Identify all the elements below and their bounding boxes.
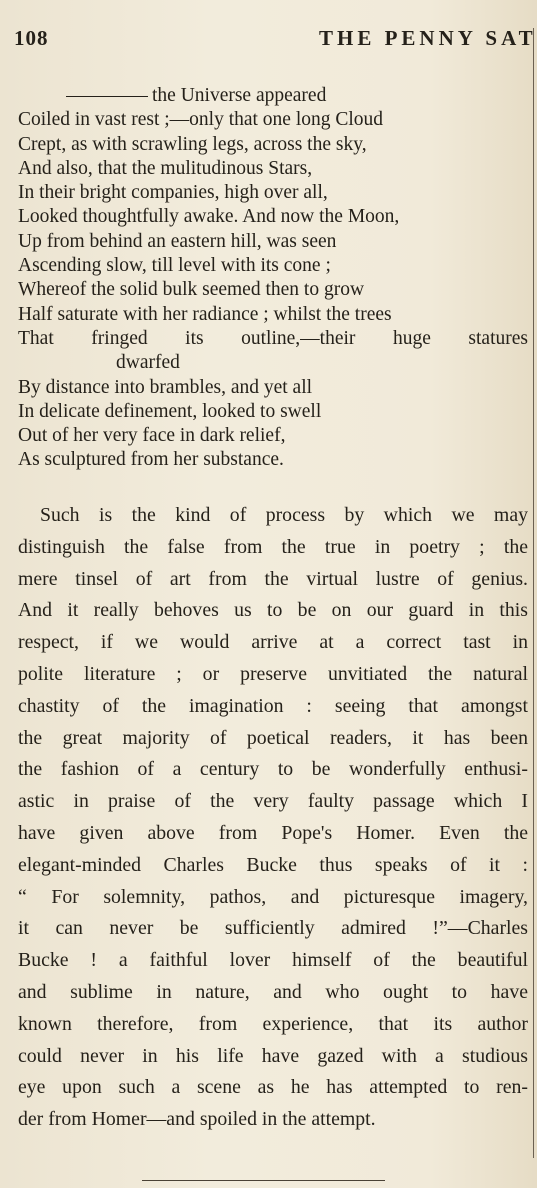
poem-line: Up from behind an eastern hill, was seen	[18, 230, 337, 252]
paragraph-line: “ For solemnity, pathos, and picturesque imagery,	[18, 885, 528, 908]
paragraph-line: eye upon such a scene as he has attempted to ren-	[18, 1076, 528, 1099]
poem-line: Half saturate with her radiance ; whilst the trees	[18, 303, 392, 325]
poem-line: That fringed its outline,—their huge statures	[18, 327, 528, 349]
bottom-divider	[142, 1180, 385, 1181]
poem-line: And also, that the mulitudinous Stars,	[18, 157, 313, 179]
paragraph-line: And it really behoves us to be on our guard in this	[18, 599, 528, 622]
poem-line: Out of her very face in dark relief,	[18, 425, 286, 447]
poem-line: In their bright companies, high over all,	[18, 182, 328, 204]
page-header	[14, 26, 537, 50]
paragraph-line: and sublime in nature, and who ought to have	[18, 980, 528, 1003]
paragraph-line: der from Homer—and spoiled in the attempt.	[18, 1108, 376, 1131]
paragraph-line: Bucke ! a faithful lover himself of the beautiful	[18, 949, 528, 972]
paragraph-line: the great majority of poetical readers, it has been	[18, 726, 528, 749]
paragraph-line: elegant-minded Charles Bucke thus speaks of it :	[18, 853, 528, 876]
paragraph-line: Such is the kind of process by which we may	[40, 504, 528, 526]
poem-line: In delicate definement, looked to swell	[18, 400, 322, 422]
paragraph-line: polite literature ; or preserve unvitiated the natural	[18, 662, 528, 685]
paragraph-line: the fashion of a century to be wonderfully enthusi-	[18, 758, 528, 781]
paragraph-line: chastity of the imagination : seeing that amongst	[18, 694, 528, 717]
body-paragraph	[18, 500, 528, 1136]
paragraph-line: distinguish the false from the true in poetry ; the	[18, 535, 528, 558]
paragraph-line: respect, if we would arrive at a correct tast in	[18, 631, 528, 654]
poem-line: By distance into brambles, and yet all	[18, 376, 313, 398]
paragraph-line: have given above from Pope's Homer. Even the	[18, 821, 528, 844]
paragraph-line: mere tinsel of art from the virtual lustre of genius.	[18, 567, 528, 590]
poem-quotation	[18, 84, 533, 473]
em-rule	[66, 96, 148, 97]
page-number: 108	[14, 26, 49, 50]
paragraph-line: it can never be sufficiently admired !”—Charles	[18, 917, 528, 940]
poem-line: Whereof the solid bulk seemed then to grow	[18, 279, 365, 301]
paragraph-line: known therefore, from experience, that its author	[18, 1012, 528, 1035]
poem-line: Ascending slow, till level with its cone ;	[18, 255, 331, 277]
paragraph-line: could never in his life have gazed with a studious	[18, 1044, 528, 1067]
poem-line: Coiled in vast rest ;—only that one long Cloud	[18, 109, 384, 131]
poem-line: the Universe appeared	[152, 85, 327, 106]
column-rule	[533, 28, 534, 1158]
poem-line-continuation: dwarfed	[116, 352, 180, 374]
poem-line: Looked thoughtfully awake. And now the Moon,	[18, 206, 400, 228]
poem-line: As sculptured from her substance.	[18, 449, 284, 471]
poem-line: Crept, as with scrawling legs, across the sky,	[18, 133, 367, 155]
paragraph-line: astic in praise of the very faulty passage which I	[18, 790, 528, 813]
running-title: THE PENNY SAT	[319, 26, 537, 50]
poem-lead-line	[18, 84, 533, 108]
